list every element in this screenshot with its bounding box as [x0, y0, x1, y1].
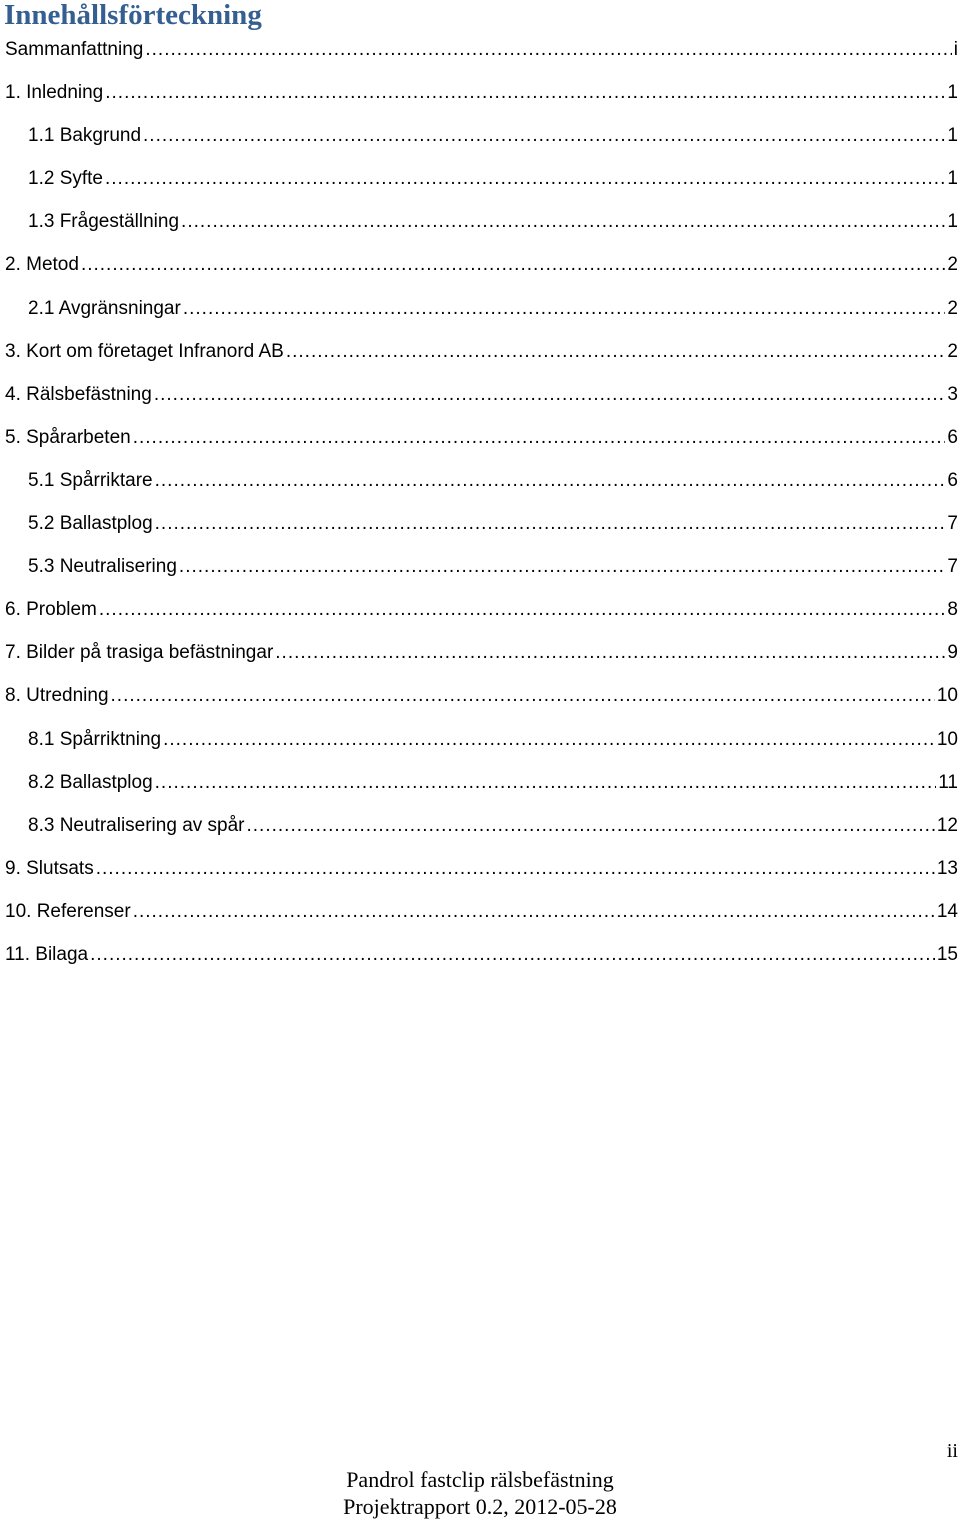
toc-entry-page: 1 [947, 211, 958, 233]
toc-entry-page: 8 [947, 599, 958, 621]
toc-title: Innehållsförteckning [4, 0, 262, 31]
toc-entry-page: 10 [936, 685, 958, 707]
toc-entry[interactable] [0, 71, 960, 114]
toc-leader [163, 718, 935, 761]
toc-leader [155, 502, 946, 545]
toc-entry-page: 2 [947, 297, 958, 319]
toc-entry-label: 10. Referenser [5, 900, 131, 922]
toc-entry-label: 1.2 Syfte [28, 168, 103, 190]
toc-entry[interactable] [0, 890, 960, 933]
toc-entry-page: 2 [947, 340, 958, 362]
toc-entry-label: 11. Bilaga [5, 943, 89, 965]
toc-entry[interactable] [0, 631, 960, 674]
toc-entry-label: 1. Inledning [5, 82, 104, 104]
footer-subtitle: Projektrapport 0.2, 2012-05-28 [343, 1494, 617, 1519]
toc-leader [155, 761, 937, 804]
toc-entry[interactable] [0, 588, 960, 631]
toc-entry-page: 7 [947, 513, 958, 535]
toc-entry-page: 1 [947, 82, 958, 104]
toc-leader [133, 890, 935, 933]
toc-leader [143, 114, 945, 157]
toc-entry-label: 8. Utredning [5, 685, 109, 707]
toc-entry-page: 11 [938, 771, 958, 793]
toc-entry-label: 3. Kort om företaget Infranord AB [5, 340, 284, 362]
toc-entry-label: 5.1 Spårriktare [28, 469, 153, 491]
toc-entry[interactable] [0, 157, 960, 200]
toc-entry-label: 4. Rälsbefästning [5, 383, 152, 405]
page-number: ii [946, 1440, 958, 1462]
toc-entry-label: 8.1 Spårriktning [28, 728, 162, 750]
toc-leader [275, 631, 945, 674]
toc-entry-page: 12 [936, 814, 958, 836]
toc-entry-label: 9. Slutsats [5, 857, 94, 879]
toc-entry-label: 5.3 Neutralisering [28, 556, 177, 578]
toc-entry-page: 9 [947, 642, 958, 664]
toc-entry-page: 1 [947, 125, 958, 147]
toc-entry-label: 1.1 Bakgrund [28, 125, 142, 147]
toc-entry[interactable] [0, 28, 960, 71]
toc-entry[interactable] [0, 761, 960, 804]
toc-entry-label: 8.2 Ballastplog [28, 771, 153, 793]
toc-leader [81, 243, 945, 286]
toc-entry[interactable] [0, 373, 960, 416]
toc-leader [96, 847, 935, 890]
toc-entry[interactable] [0, 287, 960, 330]
toc-leader [145, 28, 951, 71]
toc-leader [179, 545, 946, 588]
toc-entry-label: 2. Metod [5, 254, 79, 276]
toc-leader [154, 373, 946, 416]
toc-entry-label: 8.3 Neutralisering av spår [28, 814, 245, 836]
toc-entry-page: 15 [936, 943, 958, 965]
toc-entry[interactable] [0, 718, 960, 761]
toc-leader [181, 200, 945, 243]
toc-entry-page: 1 [947, 168, 958, 190]
toc-leader [183, 287, 946, 330]
toc-entry[interactable] [0, 200, 960, 243]
toc-entry-page: 6 [947, 469, 958, 491]
toc-leader [105, 157, 945, 200]
toc-entry[interactable] [0, 459, 960, 502]
toc-entry-page: i [953, 39, 958, 60]
toc-entry-label: 6. Problem [5, 599, 97, 621]
toc-entry-label: 7. Bilder på trasiga befästningar [5, 642, 274, 664]
toc-entry[interactable] [0, 330, 960, 373]
toc-entry[interactable] [0, 847, 960, 890]
toc-entry-page: 14 [936, 900, 958, 922]
footer-title: Pandrol fastclip rälsbefästning [346, 1467, 614, 1492]
toc-entry-page: 10 [936, 728, 958, 750]
toc-leader [286, 330, 946, 373]
toc-entry-page: 6 [947, 426, 958, 448]
toc-entry-label: 5. Spårarbeten [5, 426, 131, 448]
toc-entry[interactable] [0, 545, 960, 588]
toc-entry-page: 7 [947, 556, 958, 578]
toc-leader [111, 674, 935, 717]
toc-leader [105, 71, 945, 114]
toc-entry[interactable] [0, 502, 960, 545]
toc-entry[interactable] [0, 933, 960, 976]
toc-list [0, 28, 960, 976]
toc-entry[interactable] [0, 114, 960, 157]
toc-leader [247, 804, 935, 847]
toc-entry-page: 13 [936, 857, 958, 879]
toc-leader [90, 933, 935, 976]
toc-entry-label: 5.2 Ballastplog [28, 513, 153, 535]
toc-leader [155, 459, 946, 502]
toc-entry-label: 1.3 Frågeställning [28, 211, 180, 233]
toc-leader [99, 588, 946, 631]
page-footer [0, 1466, 960, 1520]
toc-entry[interactable] [0, 243, 960, 286]
toc-entry[interactable] [0, 674, 960, 717]
toc-entry[interactable] [0, 416, 960, 459]
toc-entry-page: 3 [947, 383, 958, 405]
toc-leader [133, 416, 946, 459]
toc-entry-label: Sammanfattning [5, 39, 144, 60]
toc-entry[interactable] [0, 804, 960, 847]
toc-entry-page: 2 [947, 254, 958, 276]
toc-entry-label: 2.1 Avgränsningar [28, 297, 181, 319]
